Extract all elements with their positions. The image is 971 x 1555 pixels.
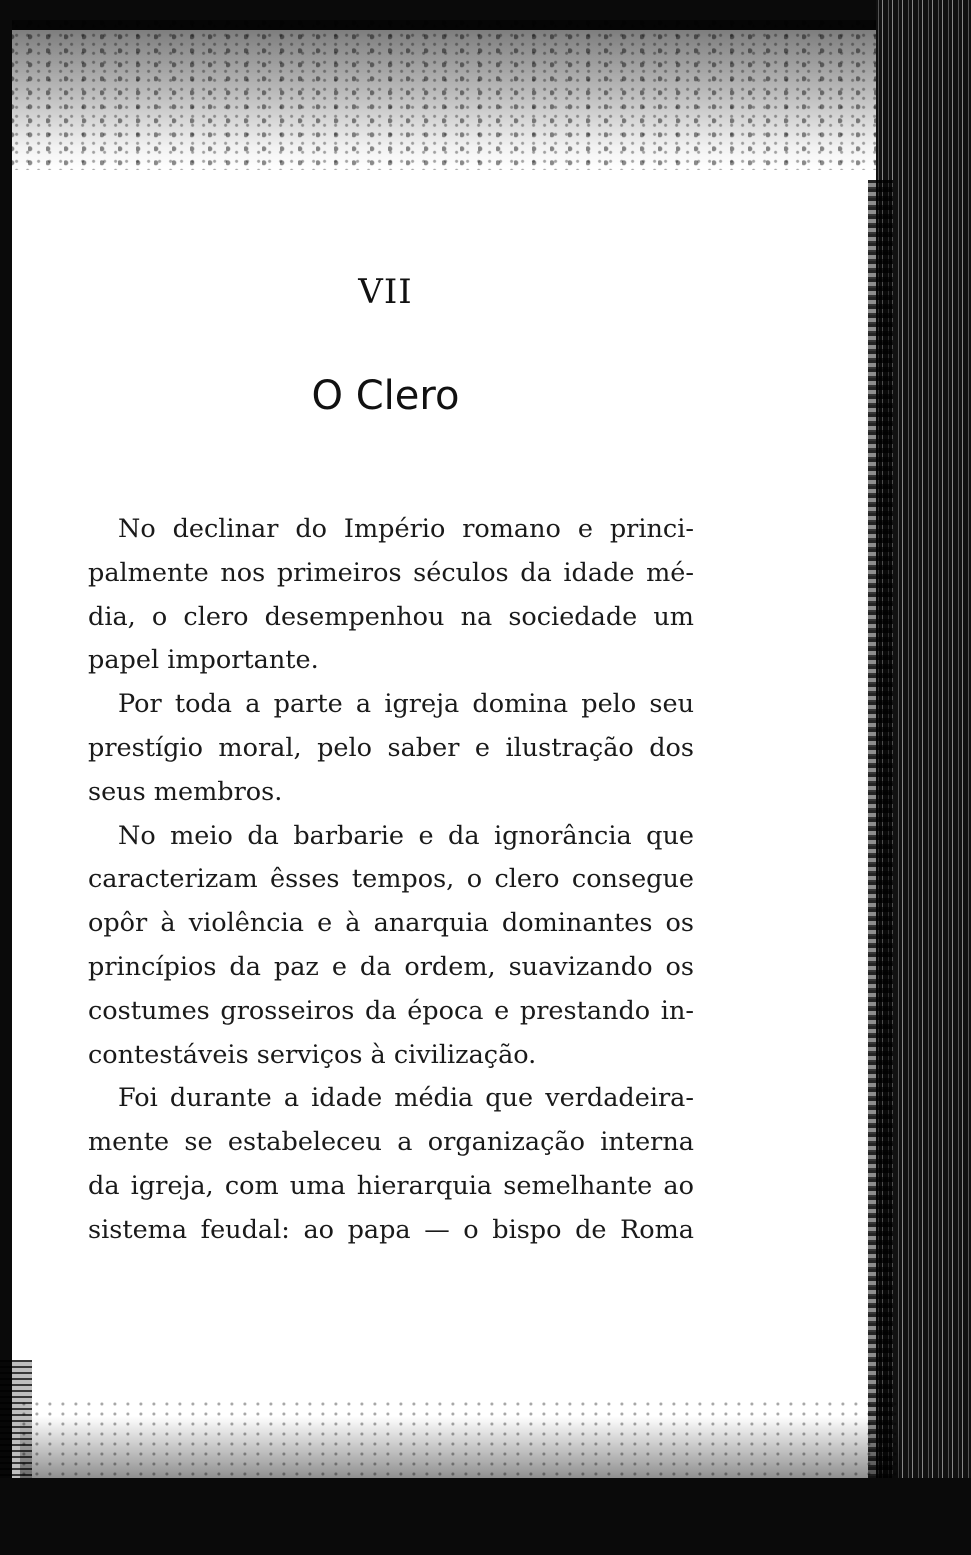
scan-noise-top	[10, 20, 880, 170]
scan-border-left	[0, 0, 12, 1555]
body-line: No declinar do Império romano e princi-	[118, 514, 694, 544]
body-line: Por toda a parte a igreja domina pelo seu	[118, 689, 694, 720]
chapter-body	[88, 508, 694, 1253]
body-line: papel importante.	[88, 645, 319, 676]
body-line: costumes grosseiros da época e prestando in-	[88, 995, 694, 1026]
body-line: dia, o clero desempenhou na sociedade um	[88, 601, 694, 632]
body-line: No meio da barbarie e da ignorância que	[118, 820, 694, 851]
body-line: palmente nos primeiros séculos da idade mé-	[88, 557, 694, 588]
body-line: contestáveis serviços à civilização.	[88, 1039, 537, 1070]
body-line: opôr à violência e à anarquia dominantes os	[88, 908, 694, 939]
scan-noise-bottom	[20, 1400, 900, 1480]
chapter-title: O Clero	[311, 373, 460, 419]
body-line: sistema feudal: ao papa — o bispo de Roma	[88, 1214, 694, 1245]
body-line: princípios da paz e da ordem, suavizando os	[88, 951, 694, 982]
body-line: da igreja, com uma hierarquia semelhante ao	[88, 1170, 694, 1201]
body-line: mente se estabeleceu a organização interna	[88, 1127, 694, 1158]
scan-noise-right	[868, 180, 893, 1480]
chapter-numeral: VII	[358, 272, 413, 312]
scan-border-bottom	[0, 1478, 971, 1555]
body-line: caracterizam êsses tempos, o clero consegue	[88, 864, 694, 895]
body-line: seus membros.	[88, 776, 283, 807]
body-line: Foi durante a idade média que verdadeira-	[118, 1083, 694, 1114]
body-line: prestígio moral, pelo saber e ilustração dos	[88, 732, 694, 763]
